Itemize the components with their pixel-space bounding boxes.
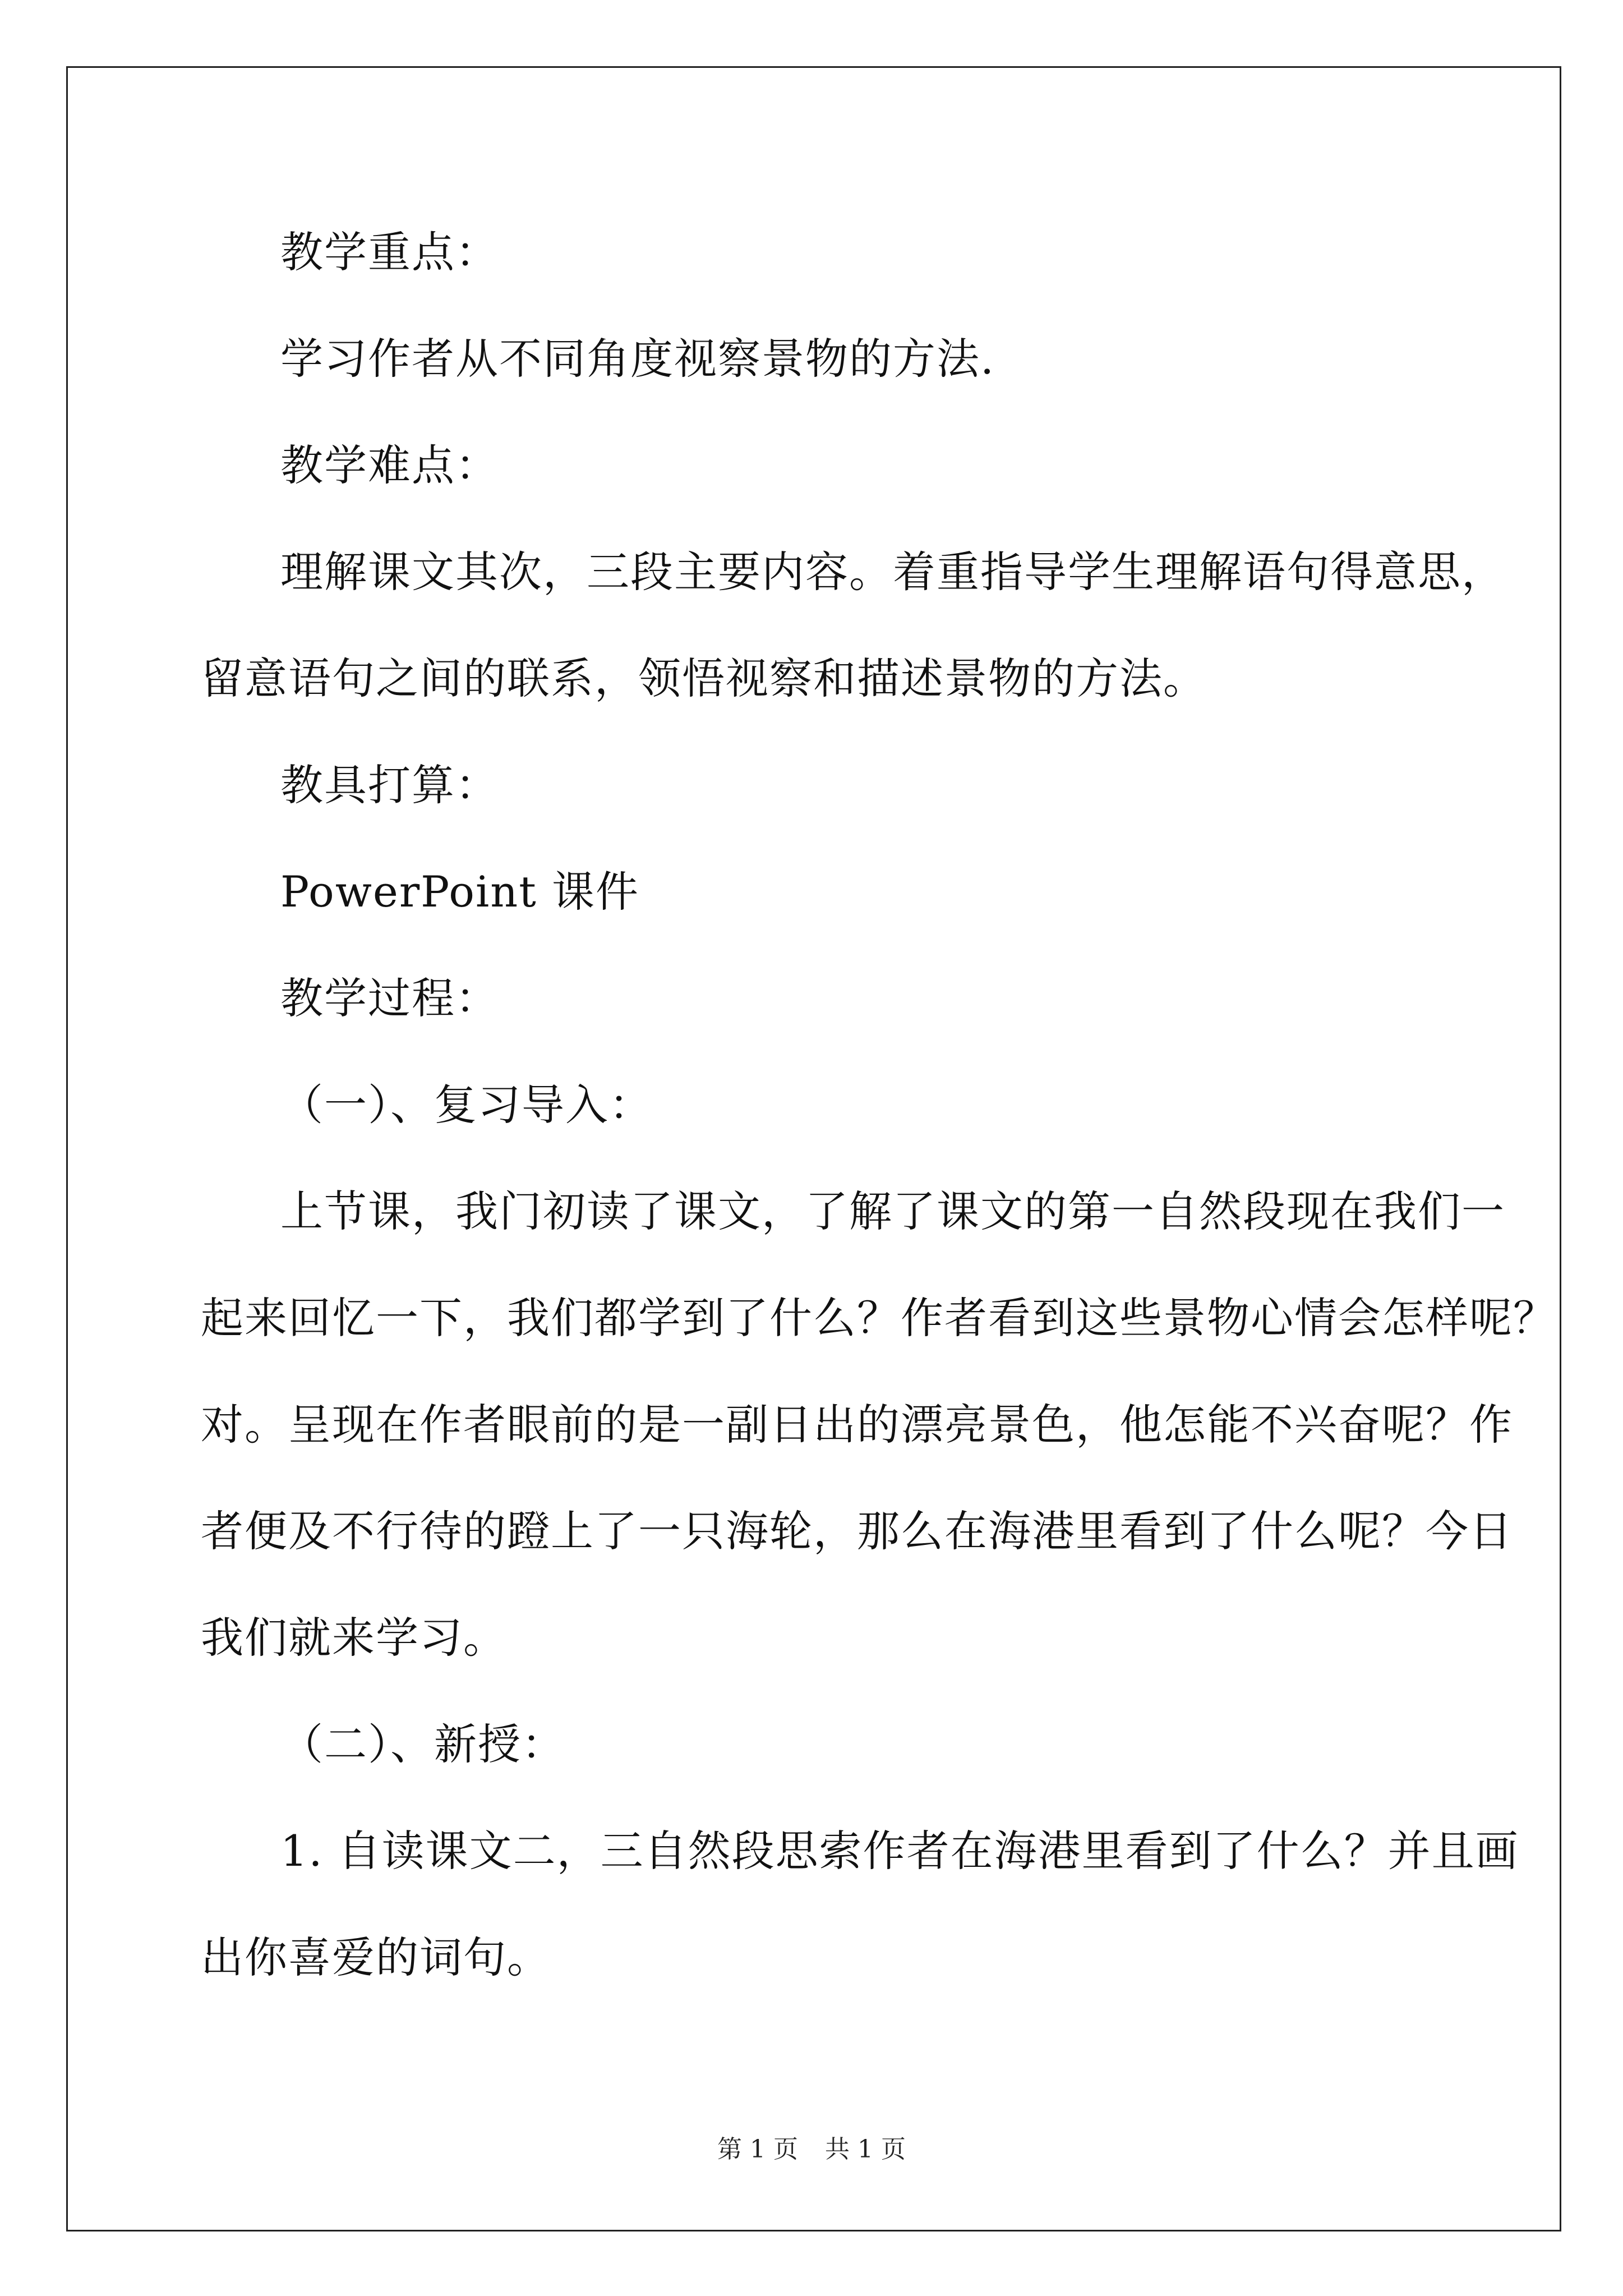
section-heading-new-lesson: （二）、新授：	[280, 1719, 565, 1769]
paragraph-line: 1. 自读课文二，三自然段思索作者在海港里看到了什么？并且画	[280, 1826, 1519, 1876]
paragraph-line: 上节课，我门初读了课文，了解了课文的第一自然段现在我们一	[280, 1186, 1505, 1236]
page-footer	[0, 2133, 1623, 2166]
paragraph-line: 我们就来学习。	[201, 1613, 507, 1663]
page-total: 共 1 页	[825, 2135, 906, 2164]
paragraph-line: 对。呈现在作者眼前的是一副日出的漂亮景色，他怎能不兴奋呢？作	[201, 1400, 1513, 1450]
paragraph-line: 留意语句之间的联系，领悟视察和描述景物的方法。	[201, 654, 1207, 703]
heading-teaching-process: 教学过程：	[280, 973, 499, 1023]
heading-teaching-focus: 教学重点：	[280, 227, 499, 277]
section-heading-review: （一）、复习导入：	[280, 1080, 653, 1130]
page-number: 第 1 页	[717, 2135, 798, 2164]
paragraph-line: 起来回忆一下，我们都学到了什么？作者看到这些景物心情会怎样呢？	[201, 1293, 1557, 1343]
paragraph-line: 出你喜爱的词句。	[201, 1932, 551, 1982]
paragraph-line: 理解课文其次，三段主要内容。着重指导学生理解语句得意思，	[280, 547, 1505, 597]
page-border	[66, 66, 1561, 2231]
paragraph-line: 者便及不行待的蹬上了一只海轮，那么在海港里看到了什么呢？今日	[201, 1506, 1513, 1556]
heading-teaching-difficulty: 教学难点：	[280, 440, 499, 490]
paragraph-line: PowerPoint 课件	[280, 867, 639, 917]
paragraph-line: 学习作者从不同角度视察景物的方法.	[280, 334, 995, 384]
heading-teaching-aids: 教具打算：	[280, 760, 499, 810]
